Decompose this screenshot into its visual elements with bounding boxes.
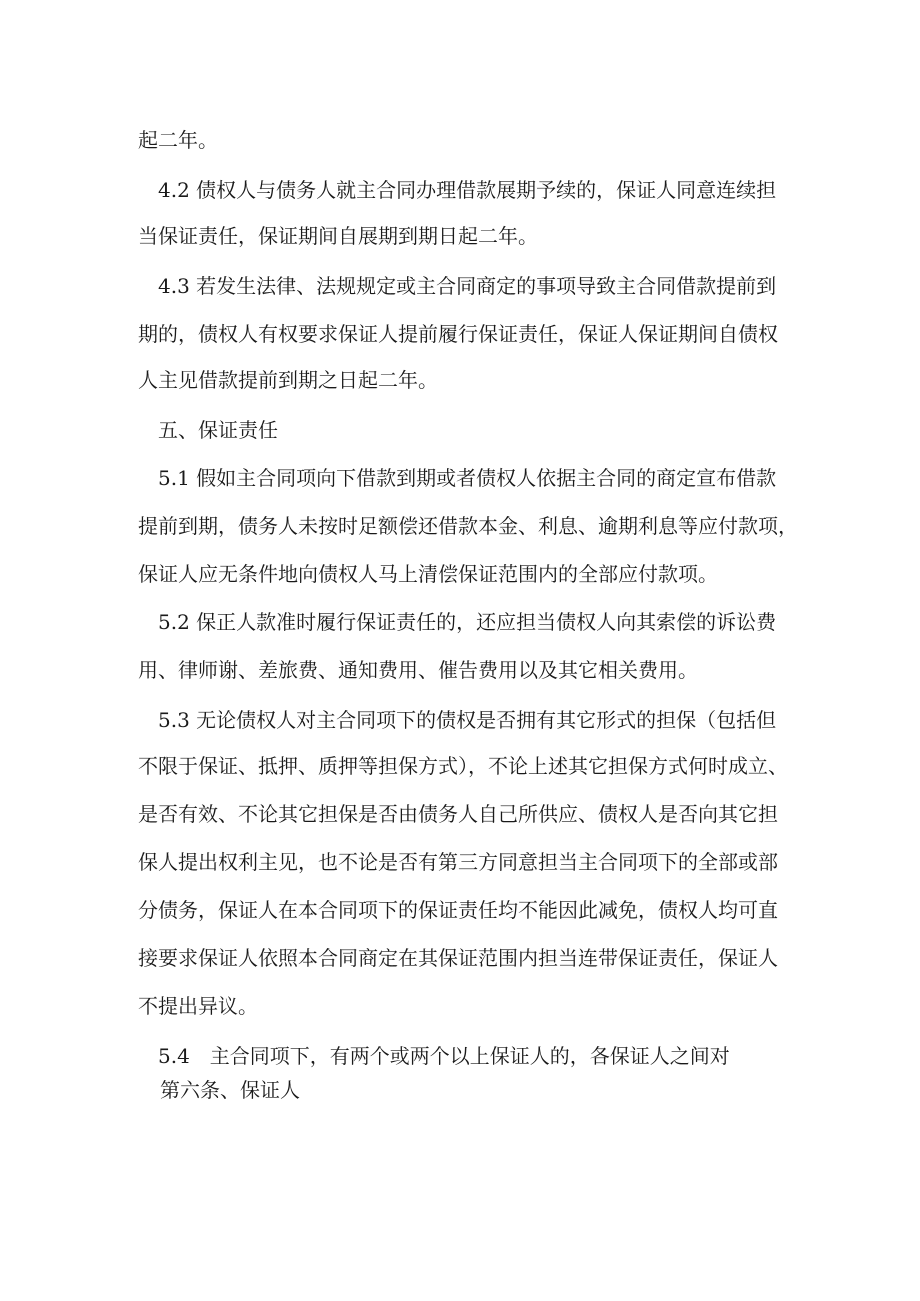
clause-5-3-line-6: 接要求保证人依照本合同商定在其保证范围内担当连带保证责任，保证人 <box>138 946 778 970</box>
clause-5-1-line-1: 5.1 假如主合同项向下借款到期或者债权人依据主合同的商定宣布借款 <box>158 466 777 490</box>
clause-5-3-line-4: 保人提出权利主见，也不论是否有第三方同意担当主合同项下的全部或部 <box>138 850 778 874</box>
clause-5-1-line-2: 提前到期，债务人未按时足额偿还借款本金、利息、逾期利息等应付款项， <box>138 514 798 538</box>
clause-5-2-line-2: 用、律师谢、差旅费、通知费用、催告费用以及其它相关费用。 <box>138 658 698 682</box>
clause-4-2-line-2: 当保证责任，保证期间自展期到期日起二年。 <box>138 224 538 248</box>
clause-5-4-line-1: 5.4 主合同项下，有两个或两个以上保证人的，各保证人之间对 <box>158 1044 730 1068</box>
clause-5-3-line-3: 是否有效、不论其它担保是否由债务人自己所供应、债权人是否向其它担 <box>138 802 778 826</box>
article-6-heading: 第六条、保证人 <box>160 1078 300 1102</box>
clause-5-3-line-2: 不限于保证、抵押、质押等担保方式），不论上述其它担保方式何时成立、 <box>138 754 788 778</box>
section-heading-5: 五、保证责任 <box>158 418 278 442</box>
clause-4-2-line-1: 4.2 债权人与债务人就主合同办理借款展期予续的，保证人同意连续担 <box>158 178 777 202</box>
text-line-1: 起二年。 <box>138 128 218 152</box>
clause-5-3-line-7: 不提出异议。 <box>138 994 258 1018</box>
clause-5-3-line-5: 分债务，保证人在本合同项下的保证责任均不能因此减免，债权人均可直 <box>138 898 778 922</box>
clause-5-2-line-1: 5.2 保正人款准时履行保证责任的，还应担当债权人向其索偿的诉讼费 <box>158 610 777 634</box>
clause-4-3-line-3: 人主见借款提前到期之日起二年。 <box>138 368 438 392</box>
clause-4-3-line-2: 期的，债权人有权要求保证人提前履行保证责任，保证人保证期间自债权 <box>138 322 778 346</box>
clause-4-3-line-1: 4.3 若发生法律、法规规定或主合同商定的事项导致主合同借款提前到 <box>158 274 777 298</box>
clause-5-3-line-1: 5.3 无论债权人对主合同项下的债权是否拥有其它形式的担保（包括但 <box>158 708 777 732</box>
clause-5-1-line-3: 保证人应无条件地向债权人马上清偿保证范围内的全部应付款项。 <box>138 562 718 586</box>
